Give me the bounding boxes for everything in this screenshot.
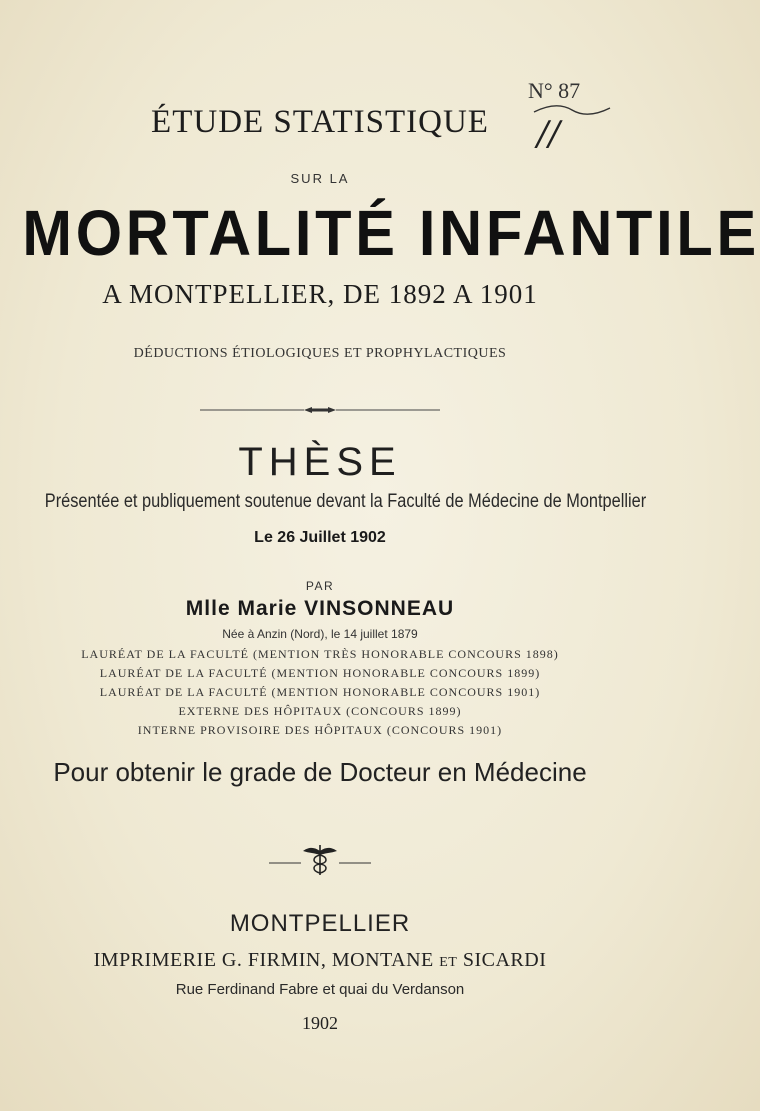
credential-line: LAURÉAT DE LA FACULTÉ (MENTION TRÈS HONORABLE CONCOURS 1898) xyxy=(81,647,559,661)
degree-line: Pour obtenir le grade de Docteur en Médecine xyxy=(53,757,587,787)
printer-line xyxy=(0,949,640,972)
main-title: MORTALITÉ INFANTILE xyxy=(22,197,760,269)
credential-line: LAURÉAT DE LA FACULTÉ (MENTION HONORABLE CONCOURS 1899) xyxy=(99,666,541,680)
author-name: Mlle Marie VINSONNEAU xyxy=(185,597,455,620)
printer-conjunction: ET xyxy=(439,955,458,970)
credential-line: EXTERNE DES HÔPITAUX (CONCOURS 1899) xyxy=(178,704,462,718)
title-line-2: SUR LA xyxy=(290,171,350,186)
caduceus-emblem-icon xyxy=(265,843,375,877)
printer-name-part1: IMPRIMERIE G. FIRMIN, MONTANE xyxy=(93,949,434,971)
printer-name-part2: SICARDI xyxy=(462,949,547,971)
printer-address: Rue Ferdinand Fabre et quai du Verdanson xyxy=(175,981,465,998)
reference-number: N° 87 xyxy=(528,78,581,103)
publication-year: 1902 xyxy=(302,1013,338,1033)
imprint-city: MONTPELLIER xyxy=(229,910,411,937)
by-label: PAR xyxy=(305,579,335,593)
credential-line: LAURÉAT DE LA FACULTÉ (MENTION HONORABLE CONCOURS 1901) xyxy=(99,685,541,699)
defense-date: Le 26 Juillet 1902 xyxy=(254,529,386,546)
title-line-1: ÉTUDE STATISTIQUE xyxy=(151,104,489,140)
author-birth: Née à Anzin (Nord), le 14 juillet 1879 xyxy=(222,627,418,641)
title-subtitle: A MONTPELLIER, DE 1892 A 1901 xyxy=(102,279,538,309)
thesis-heading: THÈSE xyxy=(238,440,402,484)
title-note: DÉDUCTIONS ÉTIOLOGIQUES ET PROPHYLACTIQUES xyxy=(133,346,507,361)
handwritten-mark: // xyxy=(537,114,560,154)
presentation-line: Présentée et publiquement soutenue devant la Faculté de Médecine de Montpellier xyxy=(44,491,647,512)
divider-ornament-icon xyxy=(200,405,440,415)
credential-line: INTERNE PROVISOIRE DES HÔPITAUX (CONCOURS 1901) xyxy=(137,723,503,737)
